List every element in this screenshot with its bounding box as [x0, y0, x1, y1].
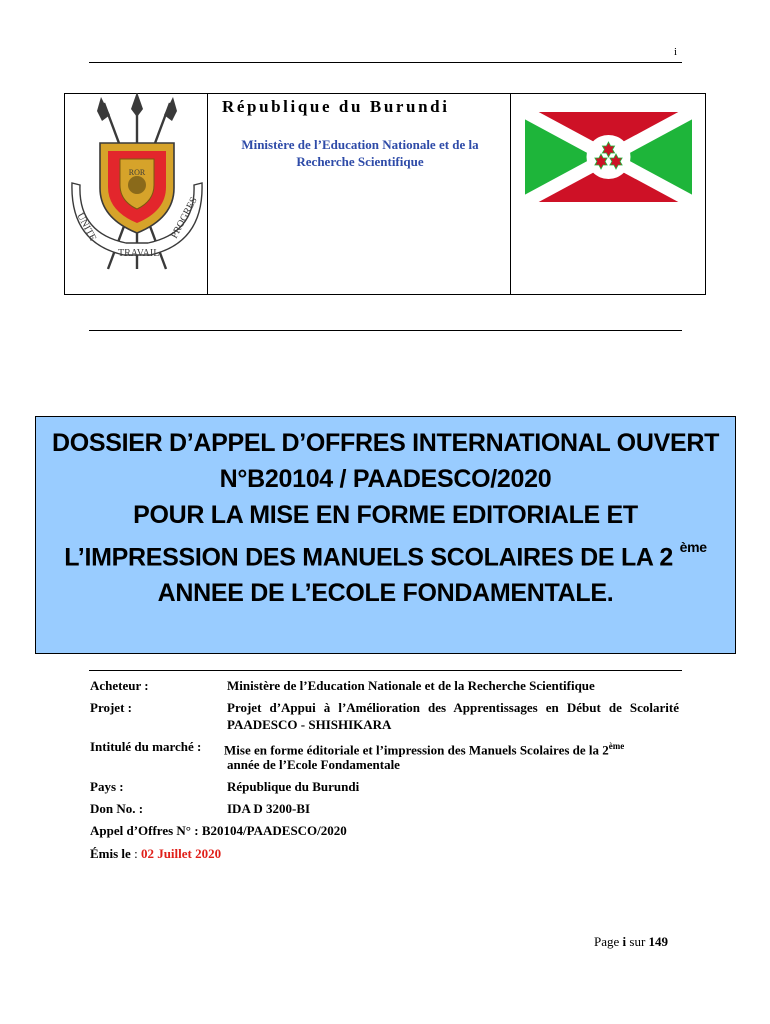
intitule-label: Intitulé du marché : — [90, 739, 202, 754]
top-rule — [89, 62, 682, 63]
emis-line — [90, 845, 221, 862]
top-page-number: i — [674, 46, 678, 58]
title-line-4-text: L’IMPRESSION DES MANUELS SCOLAIRES DE LA 2 — [64, 543, 673, 572]
coat-of-arms-icon — [64, 93, 210, 273]
pays-value: République du Burundi — [227, 779, 360, 794]
acheteur-value: Ministère de l’Education Nationale et de la Recherche Scientifique — [227, 678, 595, 693]
pays-label: Pays : — [90, 779, 124, 794]
don-value: IDA D 3200-BI — [227, 801, 311, 816]
shield-letters: ROR — [128, 168, 146, 177]
title-line-4 — [36, 533, 735, 575]
acheteur-label: Acheteur : — [90, 678, 149, 693]
republic-title: République du Burundi — [222, 97, 450, 116]
header-divider-right — [510, 94, 511, 294]
intitule-sup: ème — [608, 741, 625, 751]
don-label: Don No. : — [90, 801, 144, 816]
title-line-3: POUR LA MISE EN FORME EDITORIALE ET — [133, 501, 638, 529]
burundi-flag-icon — [525, 112, 692, 202]
projet-value: Projet d’Appui à l’Amélioration des Apprentissages en Début de Scolarité PAADESCO - SHISHIKARA — [227, 700, 679, 732]
intitule-value-a: Mise en forme éditoriale et l’impression des Manuels Scolaires de la 2 — [224, 742, 609, 758]
footer-page-total: 149 — [648, 934, 669, 949]
ministry-name: Ministère de l’Education Nationale et de la Recherche Scientifique — [241, 137, 479, 169]
appel-value: B20104/PAADESCO/2020 — [201, 823, 347, 838]
title-line-2: N°B20104 / PAADESCO/2020 — [219, 465, 552, 493]
document-title — [36, 425, 735, 611]
motto-progres: PROGRES — [168, 195, 200, 241]
footer-page-current: i — [622, 934, 627, 949]
appel-line — [90, 822, 347, 839]
title-line-4-sup: ème — [679, 539, 707, 555]
info-top-rule — [89, 670, 682, 671]
header-bottom-rule — [89, 330, 682, 331]
intitule-value-line-2: année de l’Ecole Fondamentale — [227, 757, 400, 772]
title-box — [35, 416, 736, 654]
footer-page-word: Page — [594, 934, 620, 949]
emis-separator: : — [134, 846, 138, 861]
footer-sur-word: sur — [629, 934, 646, 949]
motto-travail: TRAVAIL — [118, 248, 160, 259]
appel-label: Appel d’Offres N° : — [90, 823, 199, 838]
emis-date: 02 Juillet 2020 — [140, 846, 222, 861]
projet-label: Projet : — [90, 700, 132, 715]
emis-label: Émis le — [90, 846, 131, 861]
page-footer — [594, 934, 668, 950]
title-line-5: ANNEE DE L’ECOLE FONDAMENTALE. — [157, 579, 614, 608]
title-line-1: DOSSIER D’APPEL D’OFFRES INTERNATIONAL OUVERT — [51, 429, 720, 457]
motto-unite: UNITE — [74, 211, 99, 243]
